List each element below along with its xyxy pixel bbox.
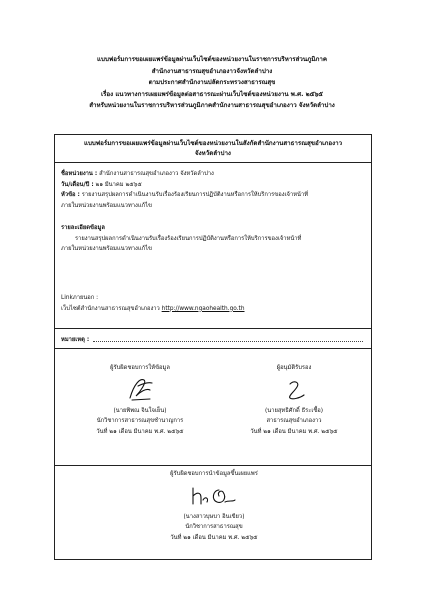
header-line-1: แบบฟอร์มการขอเผยแพร่ข้อมูลผ่านเว็บไซต์ของหน่วยงานในราชการบริหารส่วนภูมิภาค xyxy=(97,56,327,63)
agency-value: สำนักงานสาธารณสุขอำเภองาว จังหวัดลำปาง xyxy=(99,171,214,177)
form-title xyxy=(55,135,371,163)
subject-value-line-1: รายงานสรุปผลการดำเนินงานรับเรื่องร้องเรียนการปฏิบัติงานหรือการให้บริการของเจ้าหน้าที่ xyxy=(81,192,309,198)
date-label: วัน/เดือน/ปี : xyxy=(61,181,94,188)
signer-bottom-name: (นางสาวบุษบา อินเขียว) xyxy=(183,513,245,520)
link-prefix: เว็บไซต์สำนักงานสาธารณสุขอำเภองาว xyxy=(61,305,160,312)
bottom-signer-divider xyxy=(55,465,371,466)
signer-right-signature xyxy=(264,374,324,406)
subject-label: หัวข้อ : xyxy=(61,192,80,198)
subject-row xyxy=(61,190,308,201)
link-row xyxy=(61,304,245,315)
external-link[interactable]: http://www.ngaohealth.go.th xyxy=(161,305,245,312)
header-line-2: สำนักงานสาธารณสุขอำเภองาวจังหวัดลำปาง xyxy=(151,67,273,75)
signer-right-date: วันที่ ๒๑ เดือน มีนาคม พ.ศ. ๒๕๖๕ xyxy=(250,428,338,435)
header-line-3: ตามประกาศสำนักงานปลัดกระทรวงสาธารณสุข xyxy=(148,79,276,86)
signer-left-role: ผู้รับผิดชอบการให้ข้อมูล xyxy=(110,365,170,371)
link-section xyxy=(61,293,245,314)
form-info-section xyxy=(61,169,308,211)
signer-left-name: (นายพิพณ จินใจเย็น) xyxy=(113,407,167,414)
signer-right xyxy=(219,363,369,437)
detail-section xyxy=(61,223,301,255)
signer-right-role: ผู้อนุมัติรับรอง xyxy=(276,365,312,371)
signer-bottom-role: ผู้รับผิดชอบการนำข้อมูลขึ้นเผยแพร่ xyxy=(170,471,258,477)
detail-line-1: รายงานสรุปผลการดำเนินงานรับเรื่องร้องเรียนการปฏิบัติงานหรือการให้บริการของเจ้าหน้าที่ xyxy=(75,235,302,242)
detail-label: รายละเอียดข้อมูล xyxy=(61,225,105,231)
agency-label: ชื่อหน่วยงาน : xyxy=(61,171,98,177)
note-bottom-divider xyxy=(55,348,371,349)
signer-bottom-signature xyxy=(179,480,249,512)
signer-bottom-position: นักวิชาการสาธารณสุข xyxy=(185,524,243,530)
header-line-5: สำหรับหน่วยงานในราชการบริหารส่วนภูมิภาคสำนักงานสาธารณสุขอำเภองาว จังหวัดลำปาง xyxy=(89,102,335,109)
detail-line-2: ภายในหน่วยงานพร้อมแนวทางแก้ไข xyxy=(61,246,152,252)
note-label: หมายเหตุ : xyxy=(61,337,90,343)
signer-left-position: นักวิชาการสาธารณสุขชำนาญการ xyxy=(96,418,184,424)
note-dotted-line xyxy=(93,341,363,342)
signer-left-signature xyxy=(110,374,170,406)
signer-right-position: สาธารณสุขอำเภองาว xyxy=(266,418,322,424)
form-title-line-1: แบบฟอร์มการขอเผยแพร่ข้อมูลผ่านเว็บไซต์ของหน่วยงานในสังกัดสำนักงานสาธารณสุขอำเภองาว xyxy=(83,140,343,147)
note-top-divider xyxy=(55,328,371,329)
signer-left xyxy=(65,363,215,437)
signer-left-date: วันที่ ๒๑ เดือน มีนาคม พ.ศ. ๒๕๖๕ xyxy=(96,428,184,435)
signer-right-name: (นายสุทธิศักดิ์ ธีระเชื้อ) xyxy=(265,407,323,414)
date-row xyxy=(61,180,308,191)
signer-bottom xyxy=(139,469,289,543)
link-label: Linkภายนอก : xyxy=(61,295,99,301)
subject-value-line-2: ภายในหน่วยงานพร้อมแนวทางแก้ไข xyxy=(61,202,152,209)
signer-bottom-date: วันที่ ๒๑ เดือน มีนาคม พ.ศ. ๒๕๖๕ xyxy=(170,534,258,541)
request-form-table xyxy=(54,134,372,560)
document-header xyxy=(0,54,424,112)
agency-row xyxy=(61,169,308,180)
form-title-line-2: จังหวัดลำปาง xyxy=(195,150,231,157)
header-line-4: เรื่อง แนวทางการเผยแพร่ข้อมูลต่อสาธารณะผ่านเว็บไซต์ของหน่วยงาน พ.ศ. ๒๕๖๕ xyxy=(100,90,323,98)
date-value: ๒๑ มีนาคม ๒๕๖๕ xyxy=(95,181,142,188)
